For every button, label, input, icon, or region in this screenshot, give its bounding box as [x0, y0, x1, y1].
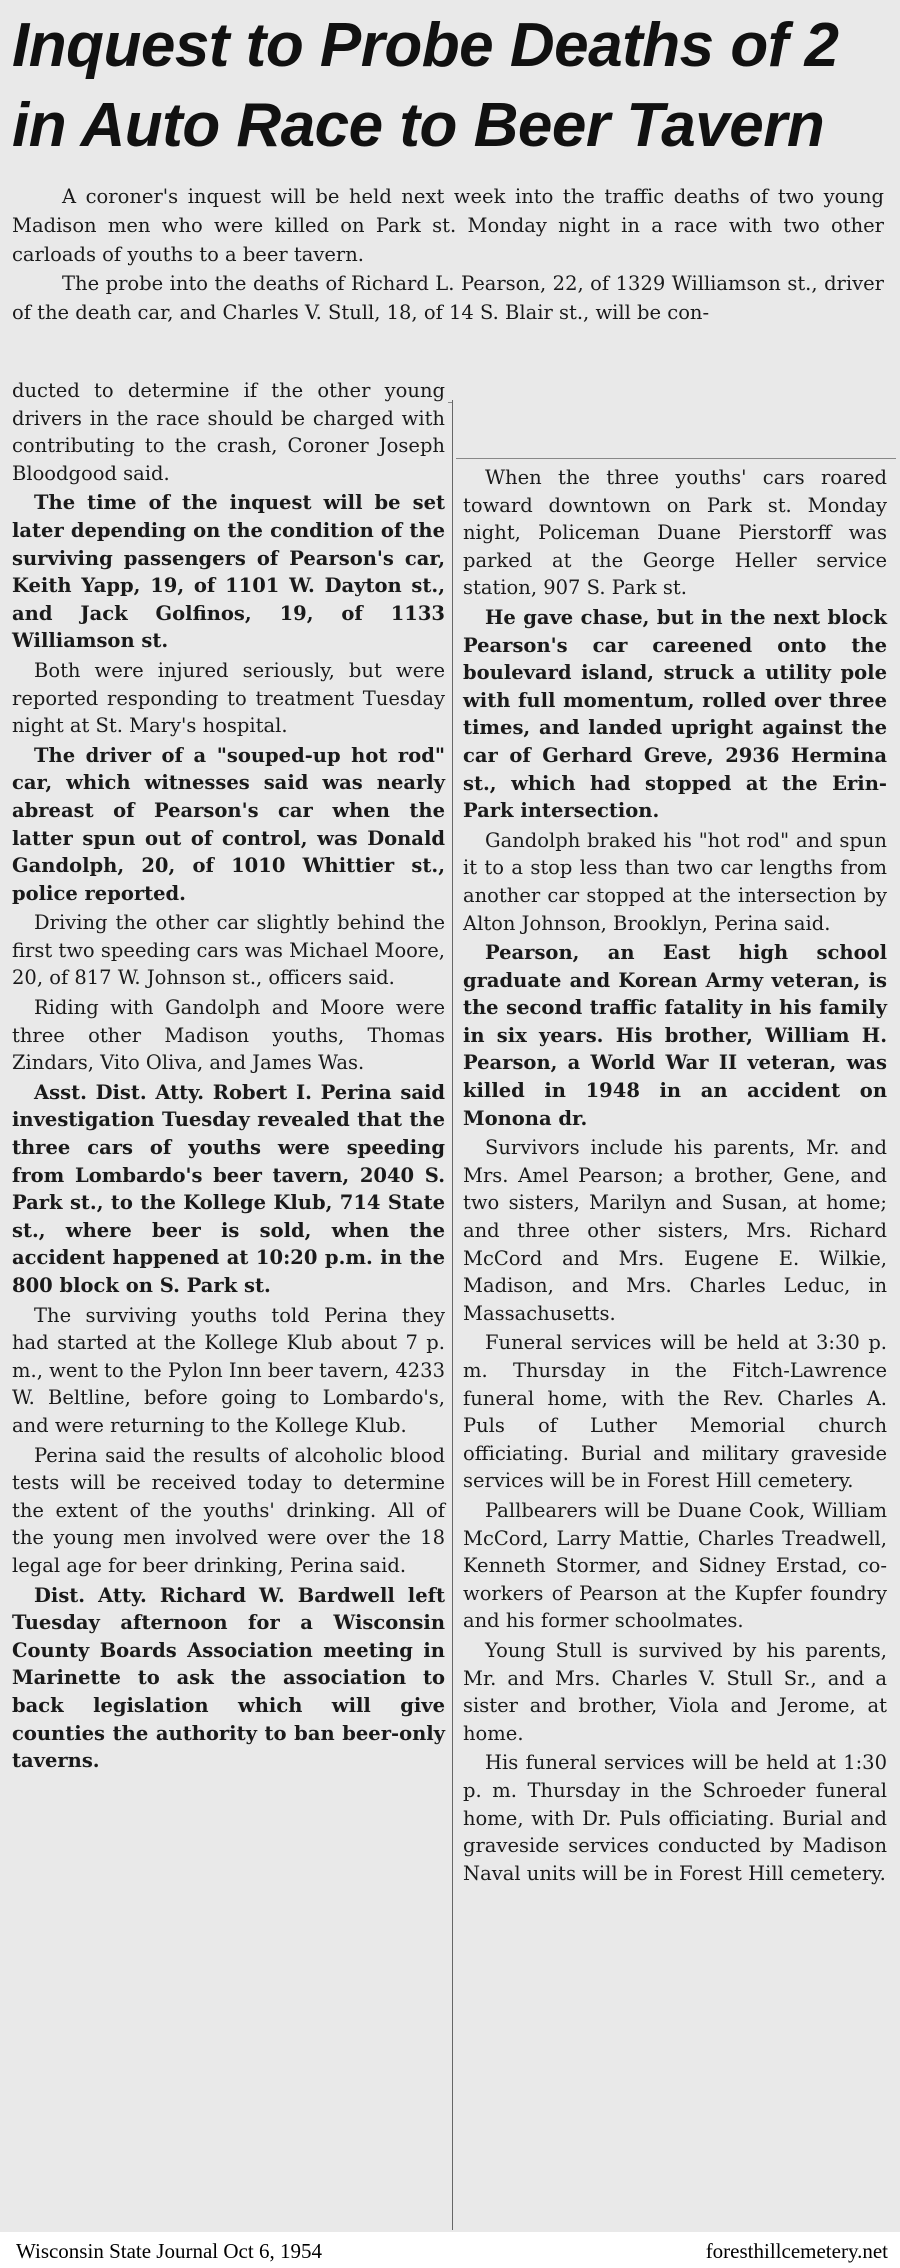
article-paragraph: Pearson, an East high school graduate and Korean Army veteran, is the second traffic fatality in his family in six years. His brother, William H. Pearson, a World War II veteran, was killed in 1948 in an accident on Monona dr. [463, 941, 887, 1130]
intro-block [12, 182, 884, 327]
website-credit: foresthillcemetery.net [705, 2239, 888, 2263]
headline [12, 6, 892, 166]
article-paragraph: Pallbearers will be Duane Cook, William McCord, Larry Mattie, Charles Treadwell, Kenneth Stormer, and Sidney Erstad, co-workers of Pearson at the Kupfer foundry and his former schoolmates. [463, 1498, 887, 1633]
source-citation: Wisconsin State Journal Oct 6, 1954 [16, 2239, 322, 2263]
article-paragraph: Perina said the results of alcoholic blood tests will be received today to determine the extent of the youths' drinking. All of the young men involved were over the 18 legal age for beer drinking, Perina said. [12, 1443, 445, 1577]
article-paragraph: Riding with Gandolph and Moore were three other Madison youths, Thomas Zindars, Vito Oliva, and James Was. [12, 996, 445, 1075]
headline-line-1: Inquest to Probe Deaths of 2 [12, 11, 839, 80]
article-paragraph: Both were injured seriously, but were reported responding to treatment Tuesday night at St. Mary's hospital. [12, 658, 445, 738]
article-paragraph: His funeral services will be held at 1:30 p. m. Thursday in the Schroeder funeral home, with Dr. Puls officiating. Burial and graveside services conducted by Madison Naval units will be in Forest Hill cemetery. [463, 1751, 887, 1885]
article-paragraph: Young Stull is survived by his parents, Mr. and Mrs. Charles V. Stull Sr., and a sister and brother, Viola and Jerome, at home. [463, 1638, 887, 1745]
article-paragraph: He gave chase, but in the next block Pearson's car careened onto the boulevard island, struck a utility pole with full momentum, rolled over three times, and landed upright against the car of Gerhard Greve, 2936 Hermina st., which had stopped at the Erin-Park intersection. [463, 605, 887, 823]
article-paragraph: Funeral services will be held at 3:30 p. m. Thursday in the Fitch-Lawrence funeral home, with the Rev. Charles A. Puls of Luther Memorial church officiating. Burial and military graveside services will be in Forest Hill cemetery. [463, 1331, 887, 1493]
article-paragraph: The surviving youths told Perina they had started at the Kollege Klub about 7 p. m., went to the Pylon Inn beer tavern, 4233 W. Beltline, before going to Lombardo's, and were returning to the Kollege Klub. [12, 1303, 445, 1437]
article-paragraph: Gandolph braked his "hot rod" and spun it to a stop less than two car lengths from another car stopped at the intersection by Alton Johnson, Brooklyn, Perina said. [463, 828, 887, 935]
right-column [463, 464, 887, 1889]
article-paragraph: The driver of a "souped-up hot rod" car, which witnesses said was nearly abreast of Pearson's car when the latter spun out of control, was Donald Gandolph, 20, of 1010 Whittier st., police reported. [12, 743, 445, 905]
footer-caption [0, 2232, 900, 2268]
article-paragraph: ducted to determine if the other young drivers in the race should be charged with contributing to the crash, Coroner Joseph Bloodgood said. [12, 379, 445, 485]
article-paragraph: Survivors include his parents, Mr. and Mrs. Amel Pearson; a brother, Gene, and two sisters, Marilyn and Susan, at home; and three other sisters, Mrs. Richard McCord and Mrs. Eugene E. Wilkie, Madison, and Mrs. Charles Leduc, in Massachusetts. [463, 1136, 887, 1325]
intro-paragraph: The probe into the deaths of Richard L. Pearson, 22, of 1329 Williamson st., driver of the death car, and Charles V. Stull, 18, of 14 S. Blair st., will be con- [12, 272, 884, 324]
article-paragraph: The time of the inquest will be set later depending on the condition of the surviving passengers of Pearson's car, Keith Yapp, 19, of 1101 W. Dayton st., and Jack Golfinos, 19, of 1133 Williamson st. [12, 491, 445, 653]
article-paragraph: Asst. Dist. Atty. Robert I. Perina said investigation Tuesday revealed that the three cars of youths were speeding from Lombardo's beer tavern, 2040 S. Park st., to the Kollege Klub, 714 State st., where beer is sold, when the accident happened at 10:20 p.m. in the 800 block on S. Park st. [12, 1080, 445, 1297]
left-column [12, 377, 445, 1777]
right-column-top-rule [456, 458, 896, 459]
intro-paragraph: A coroner's inquest will be held next week into the traffic deaths of two young Madison men who were killed on Park st. Monday night in a race with two other carloads of youths to a beer tavern. [12, 185, 884, 266]
article-paragraph: When the three youths' cars roared toward downtown on Park st. Monday night, Policeman Duane Pierstorff was parked at the George Heller service station, 907 S. Park st. [463, 466, 887, 600]
article-paragraph: Dist. Atty. Richard W. Bardwell left Tuesday afternoon for a Wisconsin County Boards Association meeting in Marinette to ask the association to back legislation which will give counties the authority to ban beer-only taverns. [12, 1583, 445, 1773]
headline-line-2: in Auto Race to Beer Tavern [12, 91, 825, 160]
article-paragraph: Driving the other car slightly behind the first two speeding cars was Michael Moore, 20, of 817 W. Johnson st., officers said. [12, 911, 445, 990]
column-divider [452, 400, 453, 2230]
